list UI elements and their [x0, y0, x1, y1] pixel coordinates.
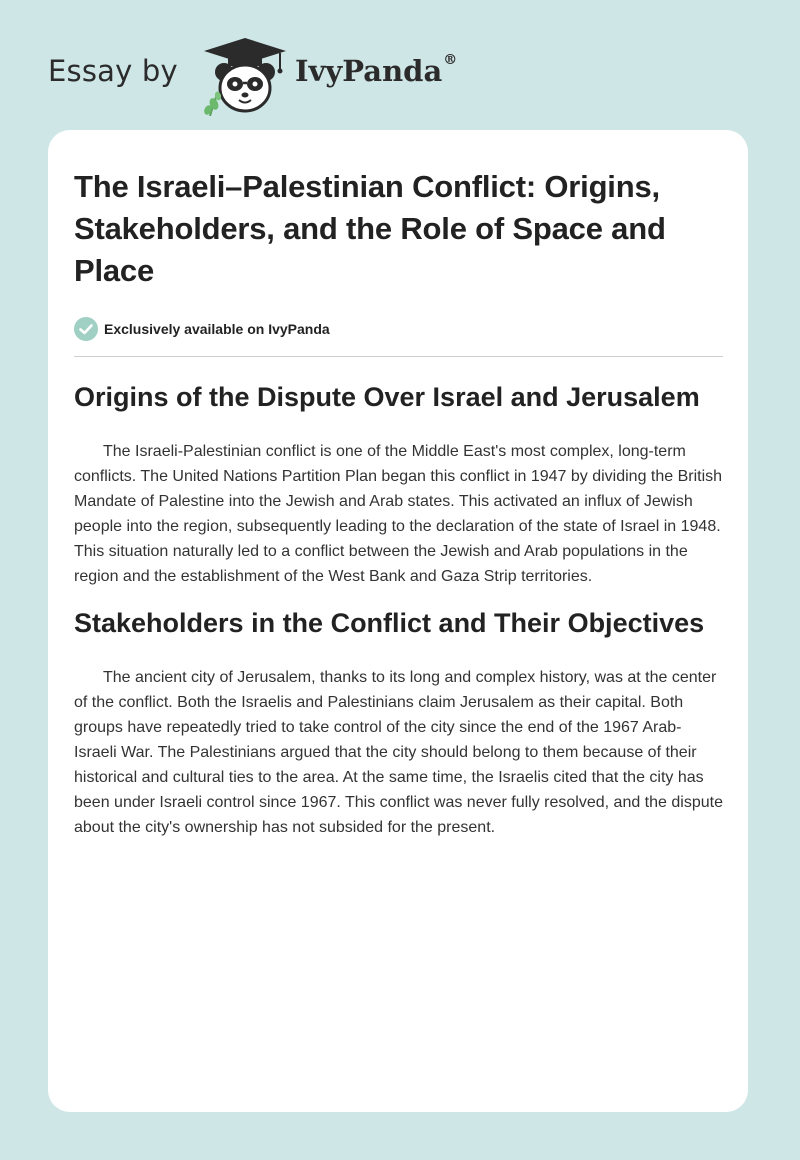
exclusive-badge-label: Exclusively available on IvyPanda: [104, 321, 330, 337]
section-heading: Origins of the Dispute Over Israel and Jerusalem: [74, 382, 700, 412]
divider: [74, 356, 723, 357]
section-paragraph: The Israeli-Palestinian conflict is one of the Middle East's most complex, long-term conflicts. The United Nations Partition Plan began this conflict in 1947 by dividing the British Mandate of Palestine into the Jewish and Arab states. This activated an influx of Jewish people into the region, subsequently leading to the declaration of the state of Israel in 1948. This situation naturally led to a conflict between the Jewish and Arab populations in the region and the establishment of the West Bank and Gaza Strip territories.: [74, 443, 723, 585]
registered-mark: ®: [443, 52, 458, 69]
section-origins: [74, 377, 724, 589]
section-heading: Stakeholders in the Conflict and Their Objectives: [74, 608, 705, 638]
brand-name: IvyPanda: [295, 54, 443, 88]
panda-graduate-logo-icon[interactable]: [202, 36, 288, 116]
ivypanda-brand[interactable]: [295, 54, 457, 88]
section-stakeholders: [74, 603, 724, 840]
check-circle-icon: [74, 317, 98, 341]
site-header: [48, 30, 488, 114]
essay-content: [74, 166, 724, 840]
section-paragraph: The ancient city of Jerusalem, thanks to its long and complex history, was at the center of the conflict. Both the Israelis and Palestinians claim Jerusalem as their capital. Both groups have repeatedly tried to take control of the city since the end of the 1967 Arab-Israeli War. The Palestinians argued that the city should belong to them because of their historical and cultural ties to the area. At the same time, the Israelis cited that the city has been under Israeli control since 1967. This conflict was never fully resolved, and the dispute about the city's ownership has not subsided for the present.: [74, 669, 723, 836]
essay-by-label: Essay by: [48, 54, 178, 88]
essay-card: [48, 130, 748, 1112]
essay-title: The Israeli–Palestinian Conflict: Origins, Stakeholders, and the Role of Space and Place: [74, 169, 666, 288]
exclusive-badge: [74, 316, 724, 342]
